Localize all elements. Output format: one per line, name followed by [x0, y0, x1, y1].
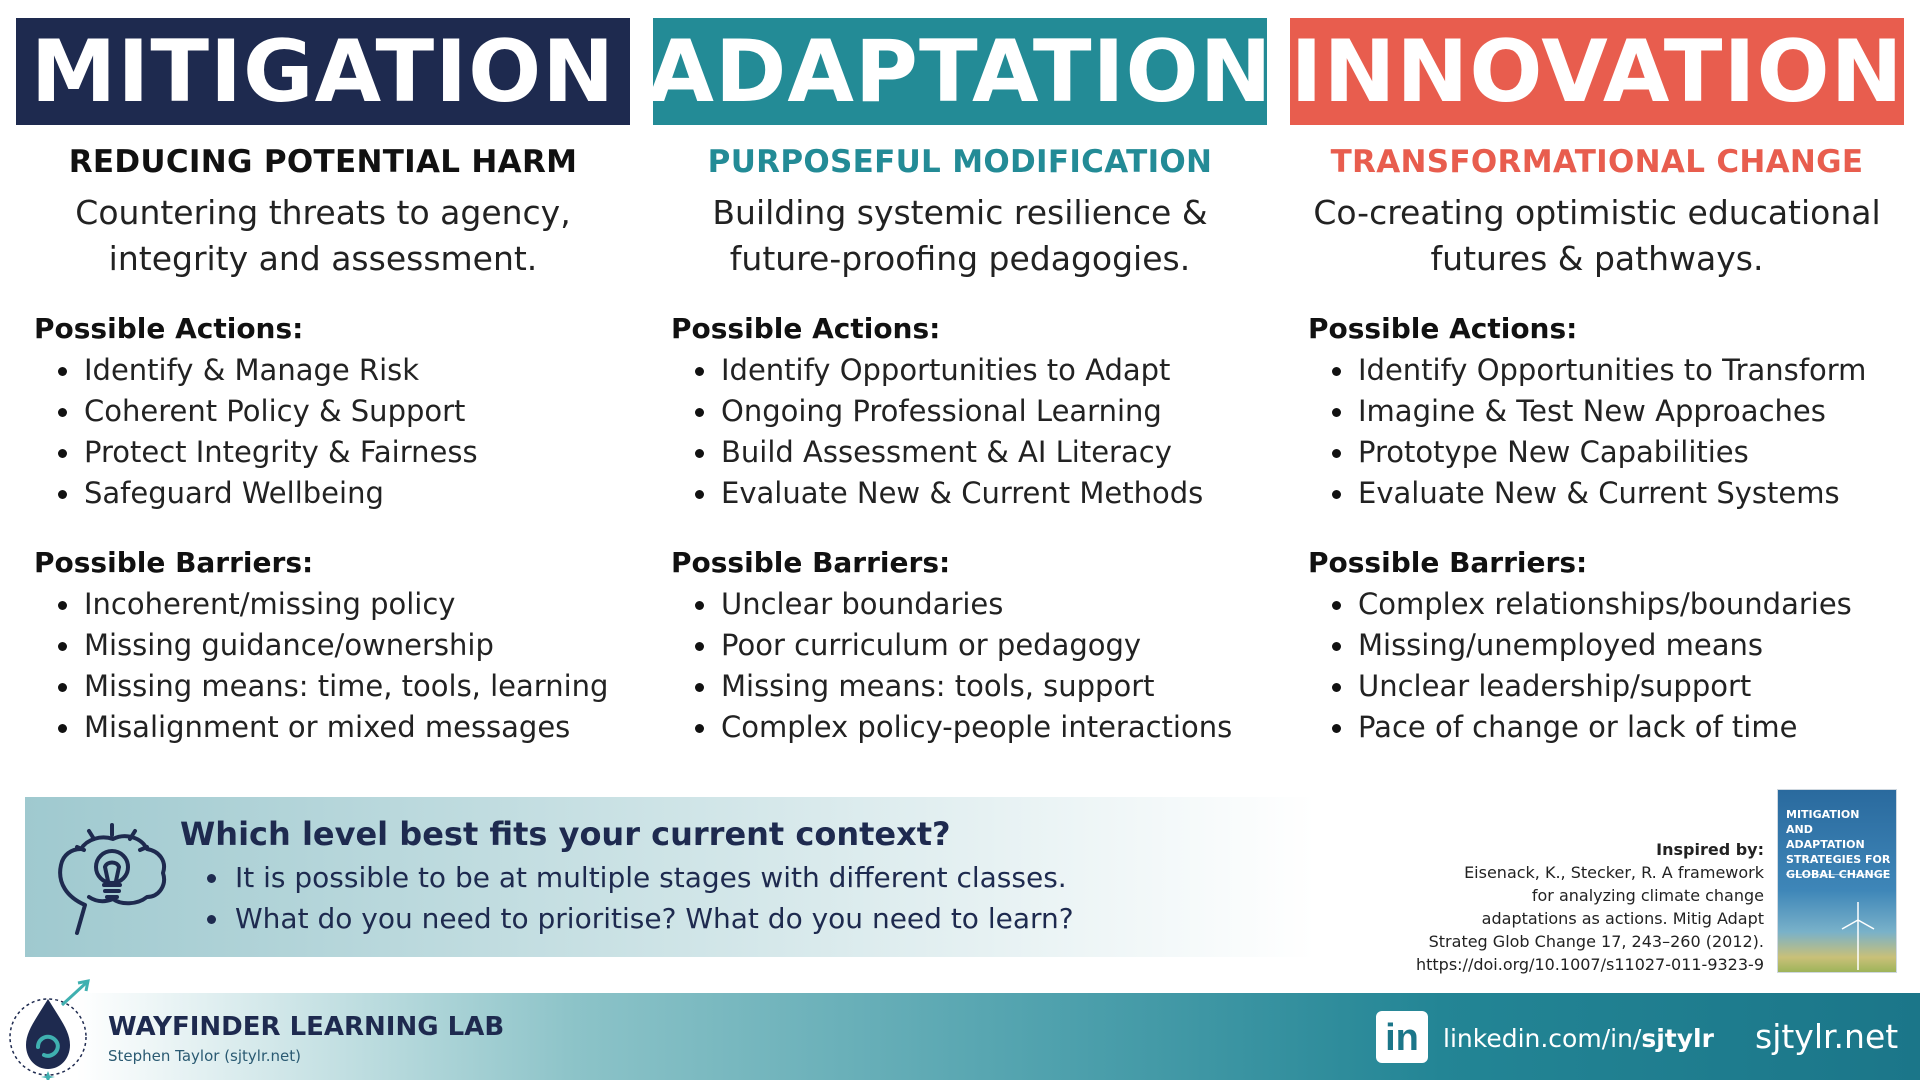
- list-item: Missing means: tools, support: [671, 666, 1267, 707]
- list-item: Pace of change or lack of time: [1308, 707, 1904, 748]
- tagline-innovation: [1290, 190, 1904, 282]
- list-item: Missing/unemployed means: [1308, 625, 1904, 666]
- column-mitigation: [16, 18, 630, 748]
- list-item: It is possible to be at multiple stages with different classes.: [205, 857, 1074, 898]
- tagline-line: futures & pathways.: [1430, 239, 1764, 278]
- citation-link[interactable]: https://doi.org/10.1007/s11027-011-9323-9: [1415, 955, 1764, 974]
- actions-section: [1308, 310, 1904, 748]
- citation-title: Inspired by:: [1656, 840, 1764, 859]
- citation-line: for analyzing climate change: [1531, 886, 1764, 905]
- heading-innovation: INNOVATION: [1290, 18, 1904, 125]
- book-divider: [1786, 874, 1890, 888]
- list-item: Missing guidance/ownership: [34, 625, 630, 666]
- book-title-line: AND ADAPTATION: [1786, 823, 1865, 851]
- list-item: Complex policy-people interactions: [671, 707, 1267, 748]
- tagline-adaptation: [653, 190, 1267, 282]
- list-item: Unclear boundaries: [671, 584, 1267, 625]
- wind-turbine-icon: [1838, 900, 1878, 970]
- list-item: Incoherent/missing policy: [34, 584, 630, 625]
- list-item: What do you need to prioritise? What do you need to learn?: [205, 898, 1074, 939]
- citation: [1404, 838, 1764, 976]
- barriers-list: [34, 584, 630, 748]
- actions-section: [671, 310, 1267, 748]
- subtitle-mitigation: REDUCING POTENTIAL HARM: [68, 144, 578, 180]
- list-item: Ongoing Professional Learning: [671, 391, 1267, 432]
- lightbulb-head-icon: [37, 805, 187, 945]
- list-item: Identify Opportunities to Transform: [1308, 350, 1904, 391]
- list-item: Poor curriculum or pedagogy: [671, 625, 1267, 666]
- website-link[interactable]: sjtylr.net: [1755, 1017, 1899, 1056]
- list-item: Build Assessment & AI Literacy: [671, 432, 1267, 473]
- tagline-line: Building systemic resilience &: [712, 193, 1208, 232]
- tagline-mitigation: [16, 190, 630, 282]
- barriers-list: [1308, 584, 1904, 748]
- list-item: Complex relationships/boundaries: [1308, 584, 1904, 625]
- citation-line: Strateg Glob Change 17, 243–260 (2012).: [1428, 932, 1764, 951]
- list-item: Imagine & Test New Approaches: [1308, 391, 1904, 432]
- actions-list: [34, 350, 630, 514]
- list-item: Missing means: time, tools, learning: [34, 666, 630, 707]
- citation-line: Eisenack, K., Stecker, R. A framework: [1464, 863, 1764, 882]
- list-item: Misalignment or mixed messages: [34, 707, 630, 748]
- list-item: Identify Opportunities to Adapt: [671, 350, 1267, 391]
- question-title: Which level best fits your current context?: [180, 815, 951, 853]
- barriers-title: Possible Barriers:: [671, 546, 951, 579]
- book-title-line: MITIGATION: [1786, 808, 1860, 821]
- tagline-line: Co-creating optimistic educational: [1313, 193, 1881, 232]
- heading-adaptation: ADAPTATION: [653, 18, 1267, 125]
- book-title-line: STRATEGIES FOR: [1786, 853, 1891, 866]
- barriers-title: Possible Barriers:: [34, 546, 314, 579]
- list-item: Coherent Policy & Support: [34, 391, 630, 432]
- list-item: Safeguard Wellbeing: [34, 473, 630, 514]
- linkedin-icon[interactable]: in: [1376, 1011, 1428, 1063]
- brand-name: WAYFINDER LEARNING LAB: [108, 1012, 505, 1042]
- question-points: [205, 857, 1074, 939]
- wayfinder-logo-icon: [6, 975, 98, 1080]
- brand-author: Stephen Taylor (sjtylr.net): [108, 1047, 301, 1065]
- linkedin-prefix: linkedin.com/in/: [1443, 1024, 1642, 1053]
- list-item: Unclear leadership/support: [1308, 666, 1904, 707]
- citation-line: adaptations as actions. Mitig Adapt: [1481, 909, 1764, 928]
- list-item: Protect Integrity & Fairness: [34, 432, 630, 473]
- barriers-title: Possible Barriers:: [1308, 546, 1588, 579]
- actions-list: [1308, 350, 1904, 514]
- actions-title: Possible Actions:: [34, 312, 304, 345]
- list-item: Evaluate New & Current Methods: [671, 473, 1267, 514]
- barriers-list: [671, 584, 1267, 748]
- list-item: Prototype New Capabilities: [1308, 432, 1904, 473]
- linkedin-handle: sjtylr: [1641, 1024, 1714, 1053]
- book-title: [1786, 807, 1894, 882]
- tagline-line: Countering threats to agency,: [75, 193, 571, 232]
- actions-title: Possible Actions:: [671, 312, 941, 345]
- actions-title: Possible Actions:: [1308, 312, 1578, 345]
- book-cover-image: [1777, 789, 1897, 973]
- actions-section: [34, 310, 630, 748]
- list-item: Evaluate New & Current Systems: [1308, 473, 1904, 514]
- actions-list: [671, 350, 1267, 514]
- linkedin-link[interactable]: [1443, 1024, 1714, 1053]
- tagline-line: future-proofing pedagogies.: [729, 239, 1191, 278]
- list-item: Identify & Manage Risk: [34, 350, 630, 391]
- column-innovation: [1290, 18, 1904, 748]
- tagline-line: integrity and assessment.: [108, 239, 538, 278]
- book-title-line: GLOBAL CHANGE: [1786, 868, 1891, 881]
- subtitle-innovation: TRANSFORMATIONAL CHANGE: [1330, 144, 1864, 180]
- question-box: [25, 797, 1315, 957]
- column-adaptation: [647, 18, 1273, 748]
- heading-mitigation: MITIGATION: [16, 18, 630, 125]
- subtitle-adaptation: PURPOSEFUL MODIFICATION: [707, 144, 1213, 180]
